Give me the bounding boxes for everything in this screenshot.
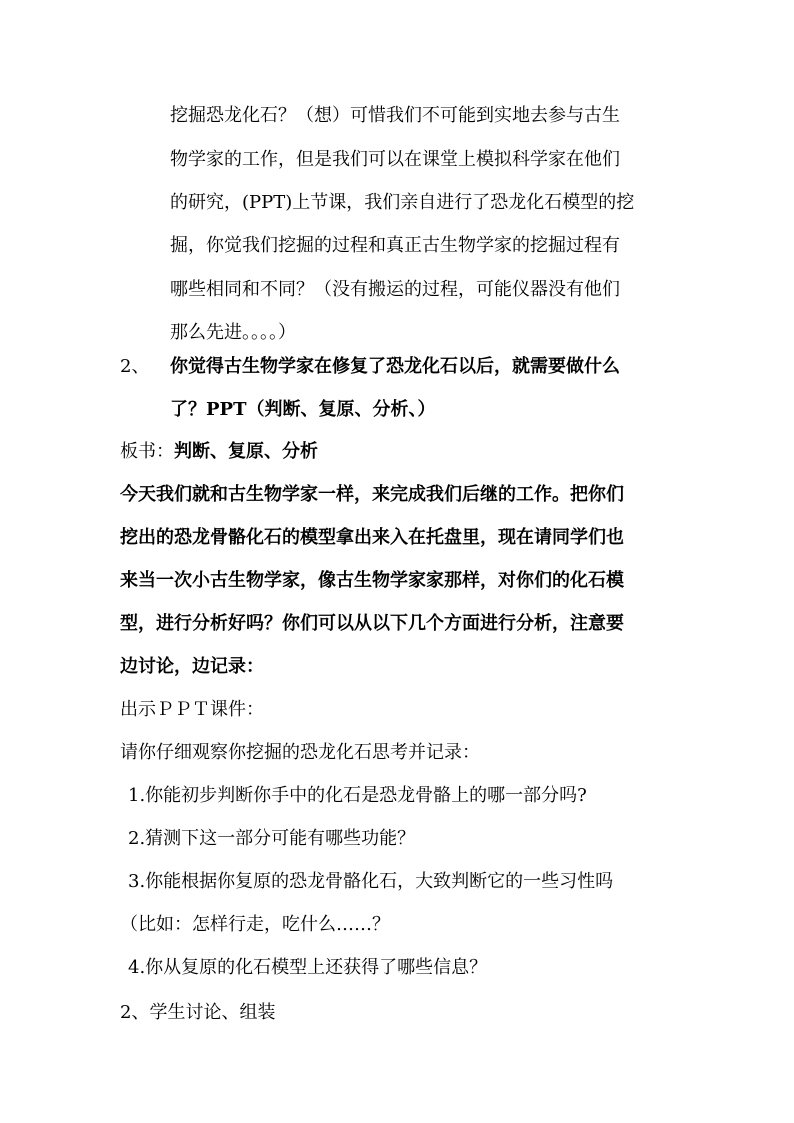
- para1-line-4: 掘，你觉我们挖掘的过程和真正古生物学家的挖掘过程有: [170, 235, 620, 256]
- para1-line-2: 物学家的工作，但是我们可以在课堂上模拟科学家在他们: [170, 149, 620, 170]
- question-1: 1.你能初步判断你手中的化石是恐龙骨骼上的哪一部分吗?: [128, 785, 587, 806]
- question-3: 3.你能根据你复原的恐龙骨骼化石，大致判断它的一些习性吗: [128, 871, 614, 892]
- board-label: 板书：: [120, 441, 174, 462]
- item2-line-2: 了？PPT（判断、复原、分析、）: [170, 399, 436, 420]
- para2-line-1: 今天我们就和古生物学家一样，来完成我们后继的工作。把你们: [120, 484, 624, 505]
- item2-line-1: 你觉得古生物学家在修复了恐龙化石以后，就需要做什么: [170, 356, 620, 377]
- para1-line-1: 挖掘恐龙化石？（想）可惜我们不可能到实地去参与古生: [170, 105, 620, 126]
- question-4: 4.你从复原的化石模型上还获得了哪些信息？: [128, 957, 488, 978]
- question-2: 2.猜测下这一部分可能有哪些功能？: [128, 828, 416, 849]
- para2-line-4: 型，进行分析好吗？你们可以从以下几个方面进行分析，注意要: [120, 613, 624, 634]
- board-line: [120, 440, 318, 464]
- question-3-cont: （比如：怎样行走，吃什么……？: [120, 914, 390, 935]
- item2-number: 2、: [120, 356, 150, 377]
- para2-line-5: 边讨论，边记录：: [120, 656, 264, 677]
- para1-line-6: 那么先进。。。。）: [170, 322, 296, 343]
- observe-intro: 请你仔细观察你挖掘的恐龙化石思考并记录：: [120, 742, 480, 763]
- para1-line-5: 哪些相同和不同？（没有搬运的过程，可能仪器没有他们: [170, 279, 620, 300]
- para2-line-3: 来当一次小古生物学家，像古生物学家家那样，对你们的化石模: [120, 570, 624, 591]
- para2-line-2: 挖出的恐龙骨骼化石的模型拿出来入在托盘里，现在请同学们也: [120, 527, 624, 548]
- board-text: 判断、复原、分析: [174, 441, 318, 462]
- para1-line-3: 的研究，(PPT)上节课，我们亲自进行了恐龙化石模型的挖: [170, 192, 635, 213]
- step-2: 2、学生讨论、组装: [120, 1002, 276, 1023]
- ppt-intro: 出示ＰＰＴ课件：: [120, 699, 264, 720]
